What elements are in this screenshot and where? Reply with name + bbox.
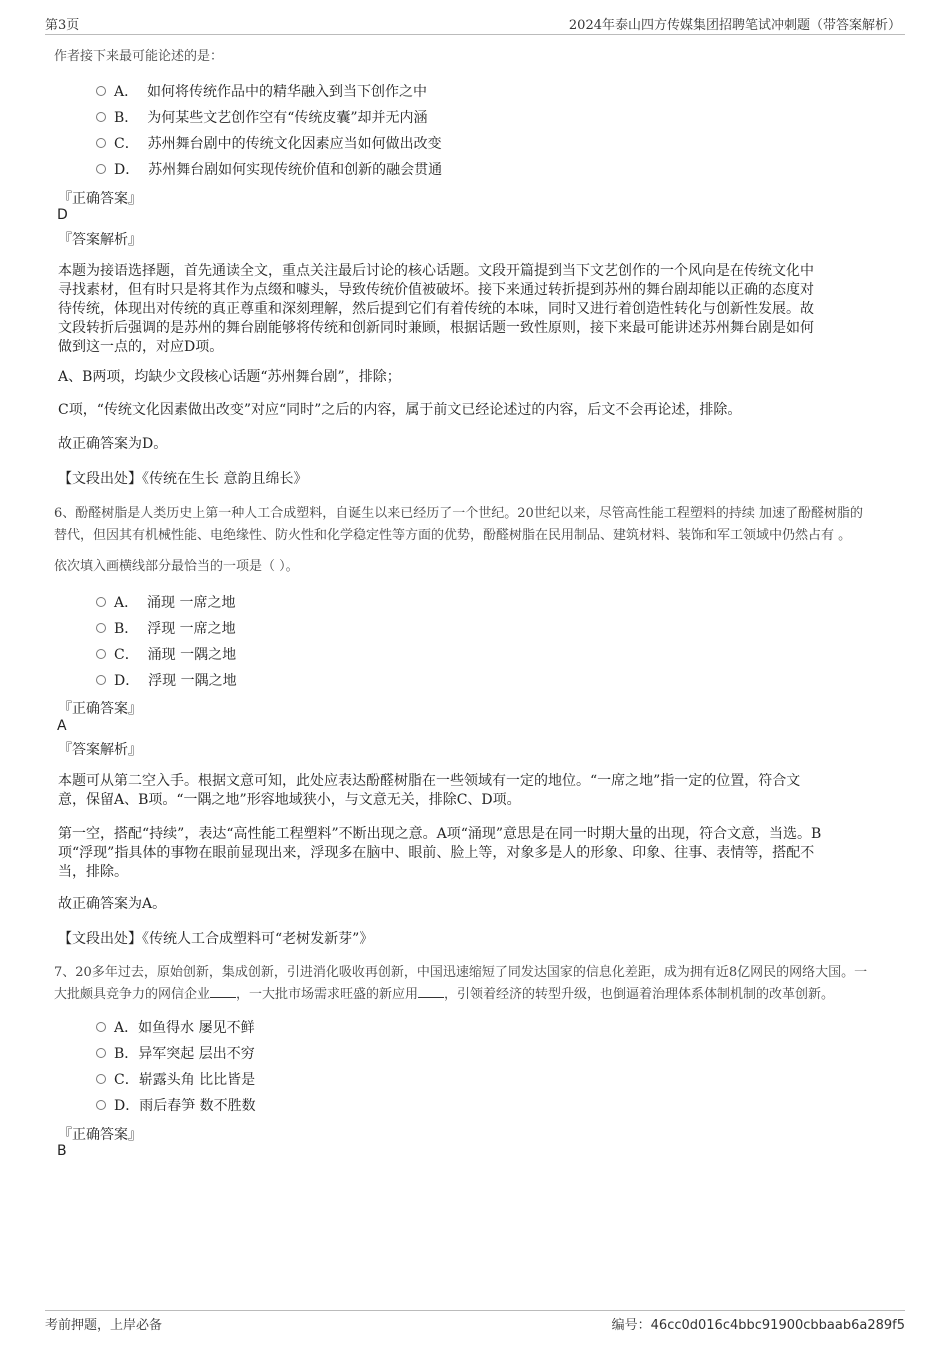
q6-answer-label: 『正确答案』 xyxy=(58,701,142,717)
q5-option-b[interactable]: B． 为何某些文艺创作空有“传统皮囊”却并无内涵 xyxy=(96,108,428,128)
page-number: 第3页 xyxy=(45,18,80,33)
radio-icon[interactable] xyxy=(96,138,106,148)
q6-option-b[interactable]: B． 浮现 一席之地 xyxy=(96,619,236,639)
q7-stem: 7、20多年过去，原始创新，集成创新，引进消化吸收再创新，中国迅速缩短了同发达国家的信息化差距，成为拥有近8亿网民的网络大国。一 大批颇具竞争力的网信企业 ，一大批市场需求旺盛的新应用 ，引领着经济的转型升级，也倒逼着治理体系体制机制的改革创新。 xyxy=(54,965,868,1002)
radio-icon[interactable] xyxy=(96,1022,106,1032)
q7-answer: B xyxy=(57,1143,67,1159)
q5-analysis: 本题为接语选择题，首先通读全文，重点关注最后讨论的核心话题。文段开篇提到当下文艺创作的一个风向是在传统文化中 寻找素材，但有时只是将其作为点缀和噱头，导致传统价值被破坏。接下来通过转折提到苏州的舞台剧却能以正确的态度对 待传统，体现出对传统的真正尊重和深刻理解，然后提到它们有着传统的本味，同时又进行着创造性转化与创新性发展。故 文段转折后强调的是苏州的舞台剧能够将传统和创新同时兼顾，根据话题一致性原则，接下来最可能讲述苏州舞台剧是如何 做到这一点的，对应D项。 xyxy=(58,263,814,355)
q6-conclusion: 故正确答案为A。 xyxy=(58,896,167,912)
page-header xyxy=(45,12,905,35)
q5-option-a[interactable]: A． 如何将传统作品中的精华融入到当下创作之中 xyxy=(96,82,427,102)
footer-slogan: 考前押题，上岸必备 xyxy=(45,1318,163,1333)
q6-answer: A xyxy=(57,718,67,734)
blank-1 xyxy=(210,985,236,998)
radio-icon[interactable] xyxy=(96,623,106,633)
q5-conclusion: 故正确答案为D。 xyxy=(58,436,168,452)
q6-analysis-label: 『答案解析』 xyxy=(58,742,142,758)
q6-option-d[interactable]: D． 浮现 一隅之地 xyxy=(96,671,237,691)
radio-icon[interactable] xyxy=(96,164,106,174)
q7-option-b[interactable]: B．异军突起 层出不穷 xyxy=(96,1044,255,1064)
q6-option-c[interactable]: C． 涌现 一隅之地 xyxy=(96,645,236,665)
radio-icon[interactable] xyxy=(96,112,106,122)
q5-exclude-ab: A、B两项，均缺少文段核心话题“苏州舞台剧”，排除； xyxy=(58,369,401,385)
q5-question: 作者接下来最可能论述的是： xyxy=(54,49,224,64)
q7-option-c[interactable]: C．崭露头角 比比皆是 xyxy=(96,1070,255,1090)
q5-option-d[interactable]: D． 苏州舞台剧如何实现传统价值和创新的融会贯通 xyxy=(96,160,442,180)
page-footer xyxy=(45,1310,905,1337)
radio-icon[interactable] xyxy=(96,86,106,96)
q5-answer: D xyxy=(57,207,68,223)
q6-source: 【文段出处】《传统人工合成塑料可“老树发新芽”》 xyxy=(58,931,374,947)
q6-stem: 6、酚醛树脂是人类历史上第一种人工合成塑料，自诞生以来已经历了一个世纪。20世纪以来，尽管高性能工程塑料的持续 加速了酚醛树脂的 替代，但因其有机械性能、电绝缘性、防火性和化学稳定性等方面的优势，酚醛树脂在民用制品、建筑材料、装饰和军工领域中仍然占有 。 xyxy=(54,506,863,543)
blank-2 xyxy=(418,985,444,998)
q6-option-a[interactable]: A． 涌现 一席之地 xyxy=(96,593,235,613)
q6-analysis-2: 第一空，搭配“持续”，表达“高性能工程塑料”不断出现之意。A项“涌现”意思是在同一时期大量的出现，符合文意，当选。B 项“浮现”指具体的事物在眼前显现出来，浮现多在脑中、眼前、脸上等，对象多是人的形象、印象、往事、表情等，搭配不 当，排除。 xyxy=(58,826,822,880)
q7-answer-label: 『正确答案』 xyxy=(58,1127,142,1143)
q5-source: 【文段出处】《传统在生长 意韵且绵长》 xyxy=(58,471,308,487)
radio-icon[interactable] xyxy=(96,1048,106,1058)
radio-icon[interactable] xyxy=(96,675,106,685)
q5-analysis-label: 『答案解析』 xyxy=(58,232,142,248)
q5-answer-label: 『正确答案』 xyxy=(58,191,142,207)
radio-icon[interactable] xyxy=(96,649,106,659)
q7-option-a[interactable]: A．如鱼得水 屡见不鲜 xyxy=(96,1018,255,1038)
radio-icon[interactable] xyxy=(96,1074,106,1084)
q6-analysis: 本题可从第二空入手。根据文意可知，此处应表达酚醛树脂在一些领域有一定的地位。“一席之地”指一定的位置，符合文 意，保留A、B项。“一隅之地”形容地域狭小，与文意无关，排除C、D项。 xyxy=(58,773,801,808)
document-code: 编号：46cc0d016c4bbc91900cbbaab6a289f5 xyxy=(611,1318,905,1333)
q7-option-d[interactable]: D．雨后春笋 数不胜数 xyxy=(96,1096,256,1116)
document-title: 2024年泰山四方传媒集团招聘笔试冲刺题（带答案解析） xyxy=(568,18,901,33)
q5-option-c[interactable]: C． 苏州舞台剧中的传统文化因素应当如何做出改变 xyxy=(96,134,442,154)
q6-prompt: 依次填入画横线部分最恰当的一项是（ ）。 xyxy=(54,559,299,574)
radio-icon[interactable] xyxy=(96,597,106,607)
radio-icon[interactable] xyxy=(96,1100,106,1110)
q5-exclude-c: C项，“传统文化因素做出改变”对应“同时”之后的内容，属于前文已经论述过的内容，后文不会再论述，排除。 xyxy=(58,402,742,418)
